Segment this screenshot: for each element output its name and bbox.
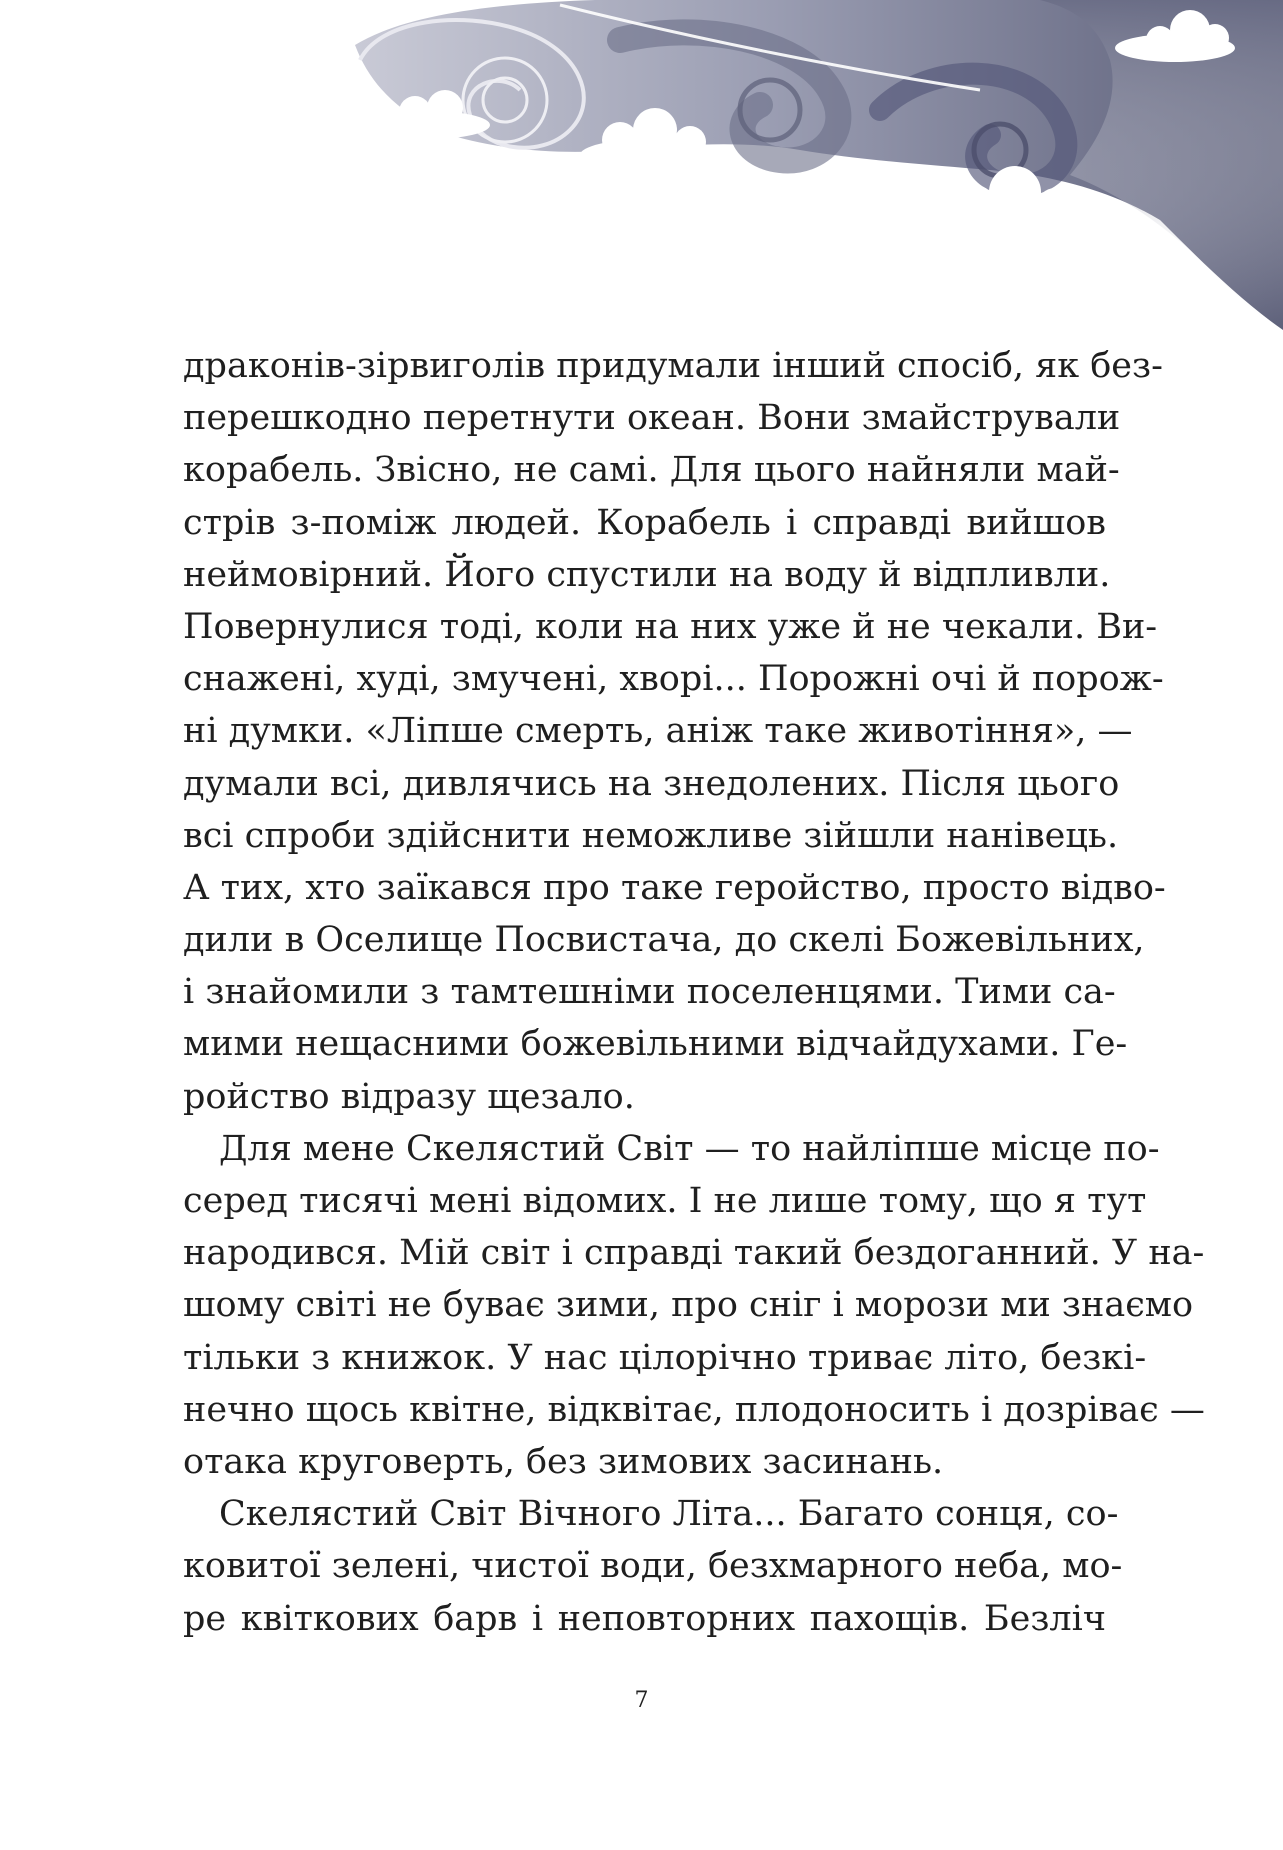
page-number: 7 bbox=[634, 1688, 649, 1713]
text-line: Повернулися тоді, коли на них уже й не чекали. Ви- bbox=[183, 606, 1158, 647]
text-line: А тих, хто заїкався про таке геройство, просто відво- bbox=[183, 867, 1166, 908]
text-line: нечно щось квітне, відквітає, плодоносить і дозріває — bbox=[183, 1389, 1205, 1430]
text-line: снажені, худі, змучені, хворі... Порожні очі й порож- bbox=[183, 659, 1164, 700]
text-line: дили в Оселище Посвистача, до скелі Божевільних, bbox=[183, 920, 1145, 961]
text-line: мими нещасними божевільними відчайдухами. Ге- bbox=[183, 1024, 1128, 1065]
text-line: серед тисячі мені відомих. І не лише тому, що я тут bbox=[183, 1181, 1147, 1221]
body-text bbox=[183, 340, 1205, 1645]
text-line: всі спроби здійснити неможливе зійшли нанівець. bbox=[183, 815, 1119, 856]
text-line: ні думки. «Ліпше смерть, аніж таке животіння», — bbox=[183, 711, 1133, 752]
text-line: тільки з книжок. У нас цілорічно триває літо, безкі- bbox=[183, 1337, 1147, 1378]
text-line: драконів-зірвиголів придумали інший спосіб, як без- bbox=[183, 346, 1163, 386]
text-line: отака круговерть, без зимових засинань. bbox=[183, 1441, 944, 1482]
sky-swirl-illustration bbox=[0, 0, 1283, 340]
text-line: думали всі, дивлячись на знедолених. Після цього bbox=[183, 763, 1120, 804]
text-line: народився. Мій світ і справді такий бездоганний. У на- bbox=[183, 1233, 1205, 1274]
text-line: ре квіткових барв і неповторних пахощів. Безліч bbox=[183, 1598, 1106, 1639]
text-line: Скелястий Світ Вічного Літа... Багато сонця, со- bbox=[219, 1494, 1119, 1535]
text-line: ройство відразу щезало. bbox=[183, 1076, 635, 1117]
text-line: шому світі не буває зими, про сніг і морози ми знаємо bbox=[183, 1285, 1194, 1326]
text-line: ковитої зелені, чистої води, безхмарного неба, мо- bbox=[183, 1546, 1123, 1587]
text-line: і знайомили з тамтешніми поселенцями. Тими са- bbox=[183, 972, 1116, 1013]
text-line: неймовірний. Його спустили на воду й відпливли. bbox=[183, 554, 1111, 595]
text-line: стрів з-поміж людей. Корабель і справді вийшов bbox=[183, 502, 1106, 543]
text-line: корабель. Звісно, не самі. Для цього найняли май- bbox=[183, 450, 1120, 491]
text-line: перешкодно перетнути океан. Вони змайстрували bbox=[183, 398, 1121, 439]
text-line: Для мене Скелястий Світ — то найліпше місце по- bbox=[219, 1128, 1160, 1169]
